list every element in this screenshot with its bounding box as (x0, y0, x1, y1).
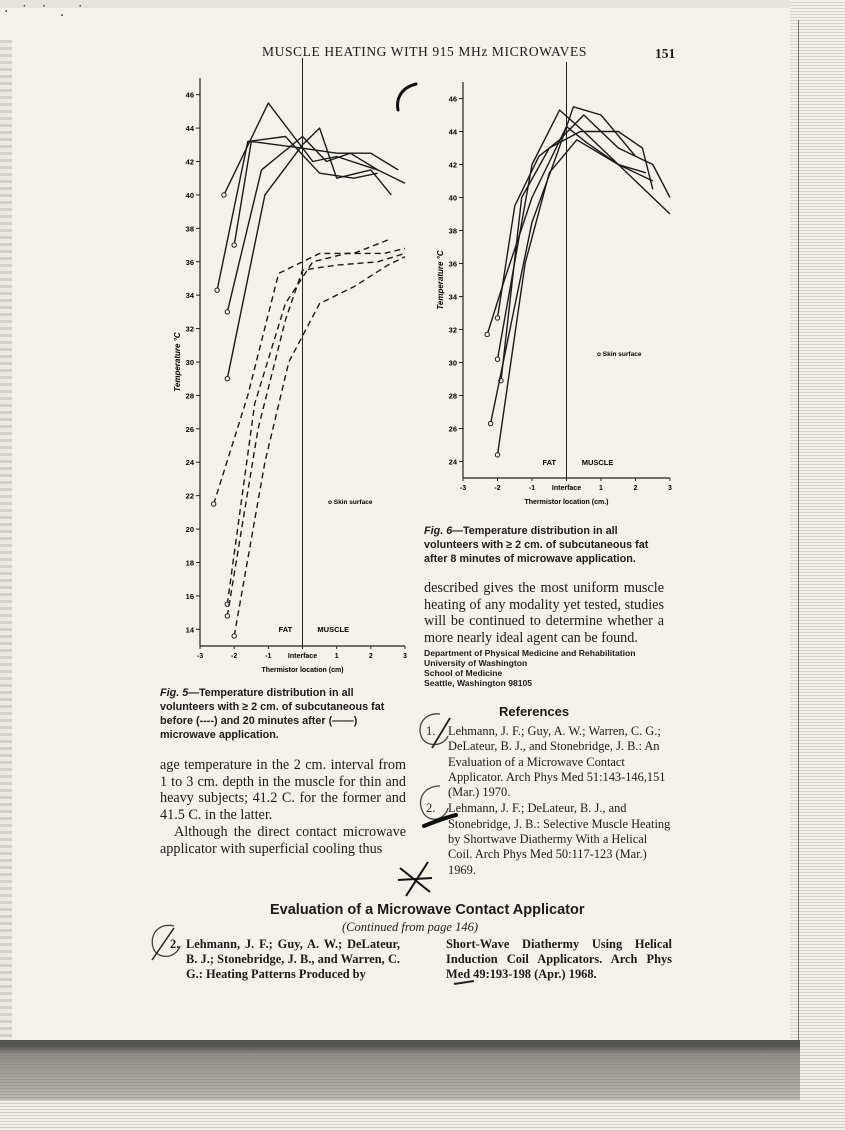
x-tick-label: Interface (551, 485, 582, 492)
skin-surface-point (222, 193, 226, 197)
skin-surface-point (232, 243, 236, 247)
continued-reference-text-end: Short-Wave Diathermy Using Helical Induction Coil Applicators. Arch Phys Med 49:193-198 (Apr.) 1968. (446, 937, 672, 981)
left-column-text (160, 757, 406, 857)
skin-surface-point (225, 377, 229, 381)
references-heading: References (499, 704, 570, 719)
skin-surface-point (211, 502, 215, 506)
reference-number: 2. (426, 801, 436, 816)
references-list (426, 724, 674, 879)
skin-surface-point (215, 288, 219, 292)
y-tick-label: 14 (185, 625, 194, 635)
scan-speckle: · ˙ ˙ . ˙ (4, 4, 88, 20)
figure-5-chart (160, 60, 430, 690)
continued-article-title: Evaluation of a Microwave Contact Applicator (270, 902, 585, 918)
y-tick-label: 36 (185, 257, 194, 267)
x-axis-label: Thermistor location (cm.) (524, 499, 609, 506)
affiliation-line: School of Medicine (424, 668, 503, 678)
figure-6-caption-text: —Temperature distribution in all volunteers with ≥ 2 cm. of subcutaneous fat after 8 minutes of microwave application. (424, 525, 649, 565)
y-tick-label: 18 (185, 558, 194, 568)
y-tick-label: 38 (185, 224, 194, 234)
y-tick-label: 44 (185, 124, 194, 134)
pen-mark-circle-cont (140, 916, 188, 966)
y-tick-label: 28 (185, 391, 194, 401)
y-tick-label: 28 (448, 391, 457, 401)
discussion-paragraph: Although the direct contact microwave applicator with superficial cooling thus (160, 823, 406, 857)
y-tick-label: 46 (185, 90, 194, 100)
scan-top-edge (0, 0, 845, 8)
x-tick-label: Interface (287, 653, 318, 660)
affiliation (424, 648, 636, 688)
y-tick-label: 24 (448, 457, 457, 467)
skin-surface-point (232, 634, 236, 638)
skin-surface-point (225, 310, 229, 314)
results-paragraph: age temperature in the 2 cm. interval from 1 to 3 cm. depth in the muscle for thin and heavy subjects; 41.2 C. for the former and 41.5 C. in the latter. (160, 757, 406, 824)
y-tick-label: 22 (185, 491, 194, 501)
y-tick-label: 40 (185, 190, 194, 200)
region-label-fat: FAT (542, 458, 557, 467)
region-label-muscle: MUSCLE (581, 458, 614, 467)
x-tick-label: -2 (231, 653, 238, 660)
y-tick-label: 44 (448, 127, 457, 137)
series-line-before (234, 257, 405, 636)
x-tick-label: -2 (494, 485, 501, 492)
continued-reference-text: Lehmann, J. F.; Guy, A. W.; DeLateur, B. J.; Stonebridge, J. B., and Warren, C. G.: Heating Patterns Produced by (186, 937, 400, 981)
x-tick-label: -3 (459, 485, 467, 492)
y-tick-label: 26 (185, 424, 194, 434)
reference-number: 1. (426, 724, 436, 738)
scan-bottom-shadow (0, 1040, 800, 1100)
series-line-before (227, 253, 405, 616)
series-line-after (491, 107, 636, 424)
y-tick-label: 30 (185, 358, 194, 367)
affiliation-line: University of Washington (424, 658, 528, 668)
figure-6-caption (424, 524, 674, 566)
conclusion-paragraph: described gives the most uniform muscle heating of any modality yet tested, studies will be continued to determine whether a more nearly ideal agent can be found. (424, 580, 664, 647)
reference-item (426, 724, 674, 800)
x-tick-label: 1 (599, 485, 603, 492)
x-tick-label: 2 (368, 653, 373, 660)
page-number: 151 (655, 46, 676, 61)
y-tick-label: 42 (185, 157, 194, 167)
legend-skin-surface: o Skin surface (328, 499, 373, 506)
y-tick-label: 32 (185, 324, 194, 334)
y-tick-label: 34 (185, 291, 194, 301)
series-line-before (227, 248, 405, 604)
skin-surface-point (495, 357, 499, 361)
skin-surface-point (225, 614, 229, 618)
y-tick-label: 20 (185, 525, 194, 535)
x-tick-label: -3 (196, 653, 204, 660)
figure-6-label: Fig. 6 (424, 525, 453, 537)
reference-item (426, 801, 674, 877)
skin-surface-point (488, 421, 492, 425)
affiliation-line: Department of Physical Medicine and Rehabilitation (424, 648, 636, 658)
y-tick-label: 24 (185, 458, 194, 468)
y-tick-label: 34 (448, 292, 457, 302)
figure-5-label: Fig. 5 (160, 687, 189, 699)
skin-surface-point (485, 332, 489, 336)
reference-text: Lehmann, J. F.; DeLateur, B. J., and Stonebridge, J. B.: Selective Muscle Heating by Shortwave Diathermy With a Helical Coil. Arch Phys Med 50:117-123 (Mar.) 1969. (448, 801, 671, 877)
y-tick-label: 16 (185, 591, 194, 601)
skin-surface-point (495, 316, 499, 320)
affiliation-line: Seattle, Washington 98105 (424, 678, 533, 688)
series-line-after (501, 132, 653, 381)
y-axis-label: Temperature °C (173, 332, 182, 392)
figure-6-chart (415, 60, 690, 520)
x-tick-label: 1 (334, 653, 339, 660)
x-tick-label: -1 (265, 653, 272, 660)
series-line-after (498, 110, 646, 359)
skin-surface-point (495, 453, 499, 457)
legend-skin-surface: o Skin surface (597, 351, 642, 358)
pen-mark-star (394, 858, 436, 900)
x-tick-label: 3 (403, 653, 407, 660)
y-tick-label: 42 (448, 160, 457, 170)
y-tick-label: 36 (448, 259, 457, 269)
region-label-fat: FAT (278, 625, 293, 634)
running-head: MUSCLE HEATING WITH 915 MHz MICROWAVES (262, 44, 587, 59)
y-tick-label: 40 (448, 193, 457, 203)
right-column-text (424, 580, 664, 647)
y-tick-label: 26 (448, 424, 457, 434)
figure-5-caption (160, 686, 410, 742)
region-label-muscle: MUSCLE (317, 625, 350, 634)
y-tick-label: 30 (448, 358, 457, 368)
series-line-after (487, 127, 653, 335)
scan-right-edge (790, 0, 845, 1131)
series-line-after (227, 137, 405, 312)
series-line-after (224, 103, 378, 195)
scan-left-edge (0, 40, 12, 1040)
series-line-after (234, 142, 398, 246)
continued-reference-number: 2. (170, 937, 180, 951)
x-tick-label: -1 (528, 485, 536, 492)
x-axis-label: Thermistor location (cm) (261, 667, 344, 674)
y-tick-label: 38 (448, 226, 457, 236)
y-tick-label: 46 (448, 94, 457, 104)
reference-text: Lehmann, J. F.; Guy, A. W.; Warren, C. G.; DeLateur, B. J., and Stonebridge, J. B.: An Evaluation of a Microwave Contact Applicator. Arch Phys Med 51:143-146,151 (Mar.) 1970. (448, 724, 666, 800)
y-axis-label: Temperature °C (436, 250, 445, 310)
y-tick-label: 32 (448, 325, 457, 335)
figure-5-caption-text: —Temperature distribution in all volunteers with ≥ 2 cm. of subcutaneous fat before (----) and 20 minutes after (——) microwave application. (160, 687, 385, 741)
continued-reference-left (170, 937, 400, 982)
continued-reference-right (446, 937, 672, 982)
x-tick-label: 3 (668, 485, 672, 492)
x-tick-label: 2 (633, 485, 638, 492)
continued-from-note: (Continued from page 146) (342, 920, 478, 934)
